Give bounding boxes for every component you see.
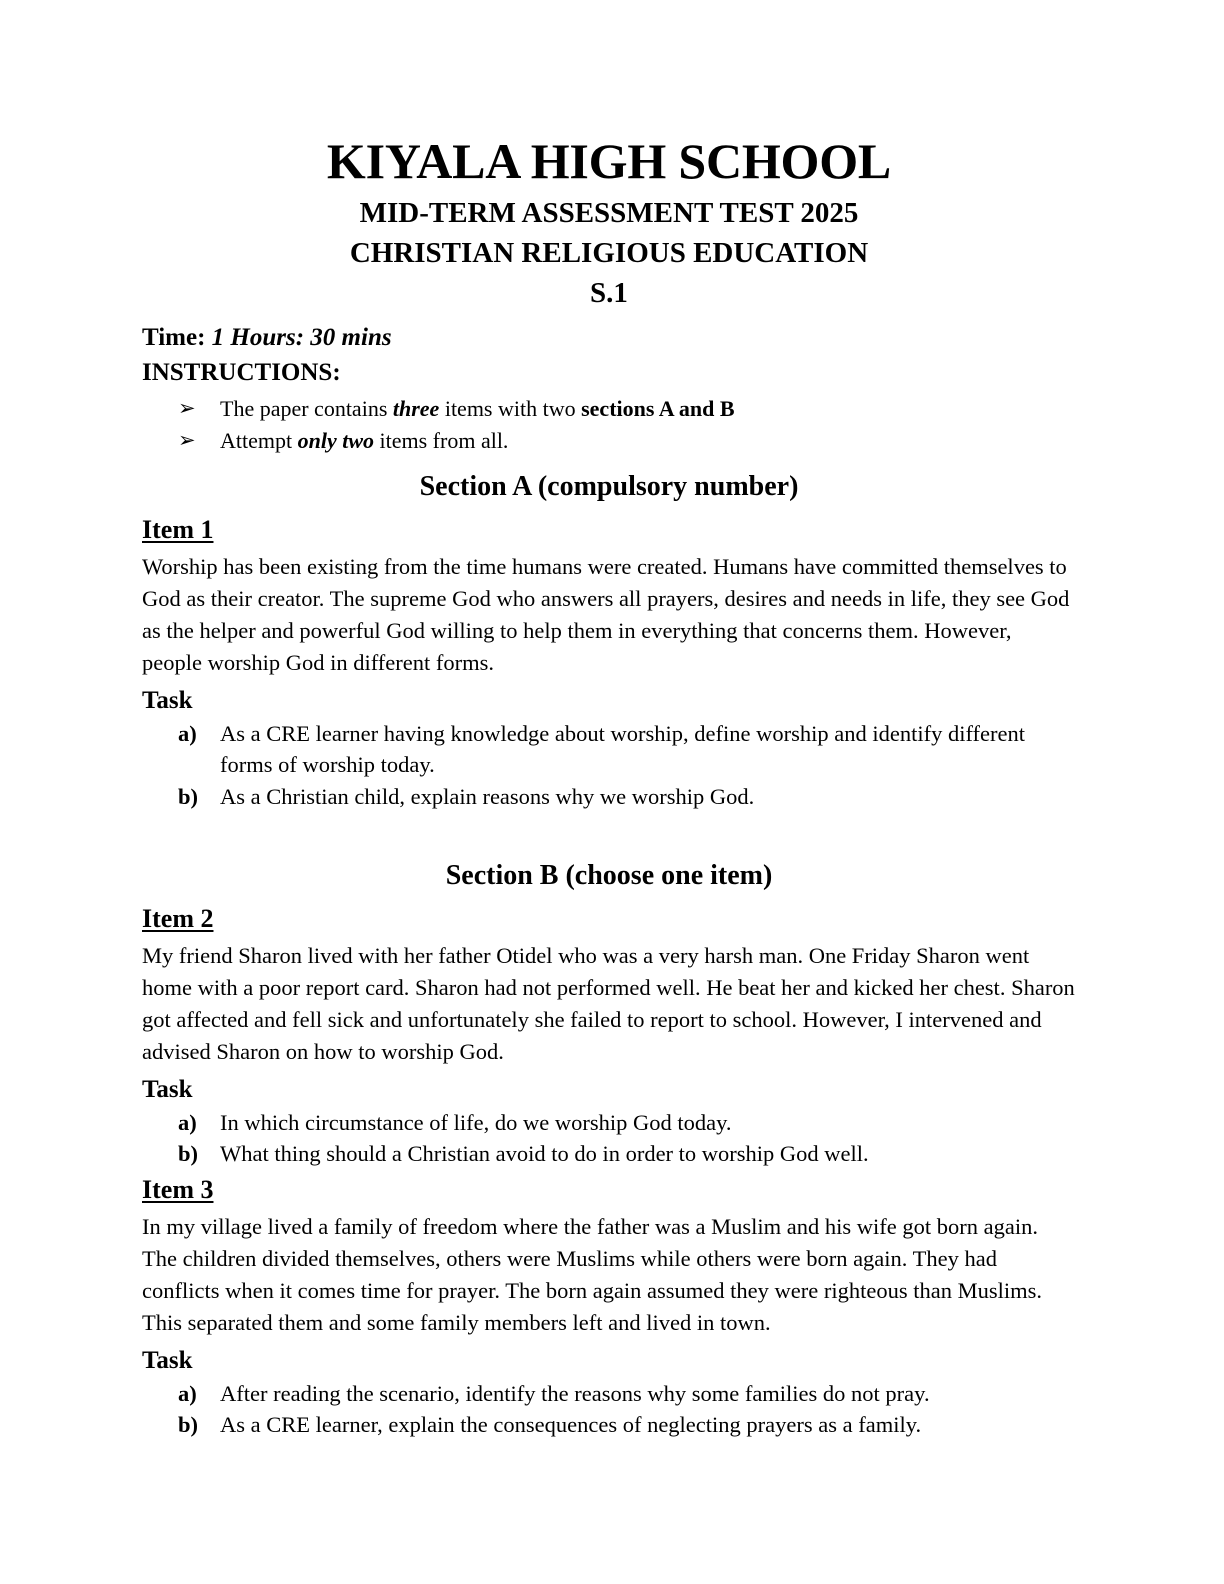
section-a-heading: Section A (compulsory number) [419,471,799,503]
time-allocation [142,320,1076,356]
subject-title: CHRISTIAN RELIGIOUS EDUCATION [349,237,869,270]
item-3-task-list [142,1378,1076,1442]
task-label-b: b) [178,1141,199,1167]
section-b-heading: Section B (choose one item) [445,860,773,892]
task-item [142,718,1076,782]
item-3-heading: Item 3 [142,1175,214,1205]
time-label: Time: [142,323,206,351]
document-body [142,133,1076,1441]
task-item [142,781,1076,813]
item-1-scenario: Worship has been existing from the time humans were created. Humans have committed themselves to God as their creator. The supreme God who answers all prayers, desires and needs in life, they see God as the helper and powerful God willing to help them in everything that concerns them. However, people worship God in different forms. [142,553,1070,675]
task-label-a: a) [178,1109,197,1135]
school-name-title: KIYALA HIGH SCHOOL [326,133,892,189]
task-item [142,1107,1076,1139]
item-2-scenario: My friend Sharon lived with her father Otidel who was a very harsh man. One Friday Sharon went home with a poor report card. Sharon had not performed well. He beat her and kicked her chest. Sharon got affected and fell sick and unfortunately she failed to report to school. However, I intervened and advised Sharon on how to worship God. [142,942,1075,1064]
task-item [142,1409,1076,1441]
task-text: As a CRE learner, explain the consequences of neglecting prayers as a family. [220,1412,922,1438]
assessment-title: MID-TERM ASSESSMENT TEST 2025 [359,197,859,229]
item-2-heading: Item 2 [142,904,214,934]
item-2-task-list [142,1107,1076,1171]
item-1-task-label: Task [142,686,193,714]
task-text: What thing should a Christian avoid to do in order to worship God well. [220,1141,869,1167]
time-value: 1 Hours: 30 mins [211,323,392,351]
arrow-bullet-icon: ➢ [178,427,196,452]
class-level: S.1 [590,277,628,310]
item-1-task-list [142,718,1076,814]
item-1-heading: Item 1 [142,515,214,545]
task-text: In which circumstance of life, do we worship God today. [220,1109,732,1135]
task-text: As a CRE learner having knowledge about worship, define worship and identify different forms of worship today. [220,720,1026,778]
task-label-a: a) [178,1380,197,1406]
arrow-bullet-icon: ➢ [178,395,196,420]
task-label-b: b) [178,784,199,810]
item-3-scenario: In my village lived a family of freedom where the father was a Muslim and his wife got born again. The children divided themselves, others were Muslims while others were born again. They had conflicts when it comes time for prayer. The born again assumed they were righteous than Muslims. This separated them and some family members left and lived in town. [142,1213,1042,1335]
task-text: As a Christian child, explain reasons why we worship God. [220,784,755,810]
instruction-item [142,425,1076,457]
instruction-item [142,393,1076,425]
instructions-heading: INSTRUCTIONS: [142,359,341,387]
item-2-task-label: Task [142,1075,193,1103]
instruction-text: Attempt only two items from all. [220,427,509,453]
task-label-a: a) [178,720,197,746]
task-item [142,1378,1076,1410]
task-item [142,1138,1076,1170]
item-3-task-label: Task [142,1346,193,1374]
task-label-b: b) [178,1412,199,1438]
task-text: After reading the scenario, identify the reasons why some families do not pray. [220,1380,930,1406]
instructions-list [142,393,1076,457]
instruction-text: The paper contains three items with two sections A and B [220,395,735,421]
